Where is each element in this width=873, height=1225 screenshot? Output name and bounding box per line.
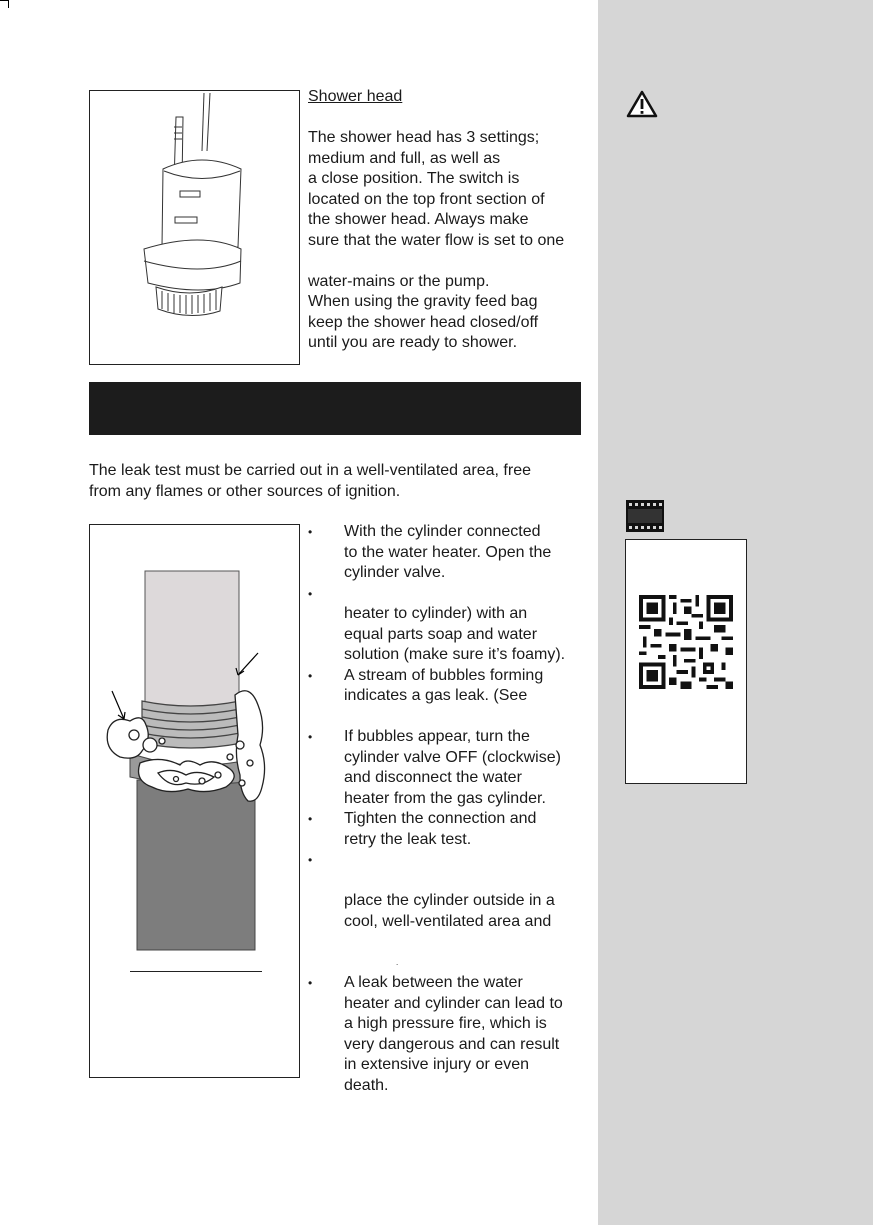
bullet-marker: •: [308, 586, 313, 601]
bullet-marker: •: [308, 730, 313, 744]
text-line: keep the shower head closed/off: [308, 313, 539, 331]
bullet-marker: •: [308, 976, 313, 990]
leak-test-intro: [89, 460, 531, 502]
bullet-marker: •: [308, 812, 313, 826]
shower-head-section: [308, 87, 564, 354]
section-heading-bar: [89, 382, 581, 435]
bullet-marker: •: [308, 525, 313, 539]
text-line: located on the top front section of: [308, 190, 545, 208]
text-line: the shower head. Always make: [308, 211, 529, 228]
warning-icon: [626, 90, 658, 118]
text-line: medium and full, as well as: [308, 149, 501, 167]
bullet-marker: •: [308, 668, 313, 683]
film-icon: [626, 500, 664, 532]
crop-mark: [8, 0, 9, 8]
shower-head-heading: Shower head: [308, 88, 403, 105]
text-line: water-mains or the pump.: [308, 272, 490, 290]
shower-head-figure: [89, 90, 300, 365]
qr-code-card: [625, 539, 747, 784]
text-line: When using the gravity feed bag: [308, 293, 538, 310]
bullet-marker: •: [308, 853, 313, 867]
text-line: The leak test must be carried out in a well-ventilated area, free: [89, 462, 531, 479]
shower-head-illustration: [90, 91, 299, 364]
text-line: The shower head has 3 settings;: [308, 129, 540, 146]
text-line: from any flames or other sources of ignition.: [89, 483, 401, 500]
text-line: until you are ready to shower.: [308, 334, 518, 351]
leak-test-illustration: [90, 525, 299, 1077]
text-line: a close position. The switch is: [308, 170, 520, 187]
leak-test-figure: [89, 524, 300, 1078]
text-line: sure that the water flow is set to one: [308, 231, 565, 249]
crop-mark: [0, 0, 8, 1]
qr-code: [639, 595, 733, 689]
text-line: [308, 251, 564, 272]
